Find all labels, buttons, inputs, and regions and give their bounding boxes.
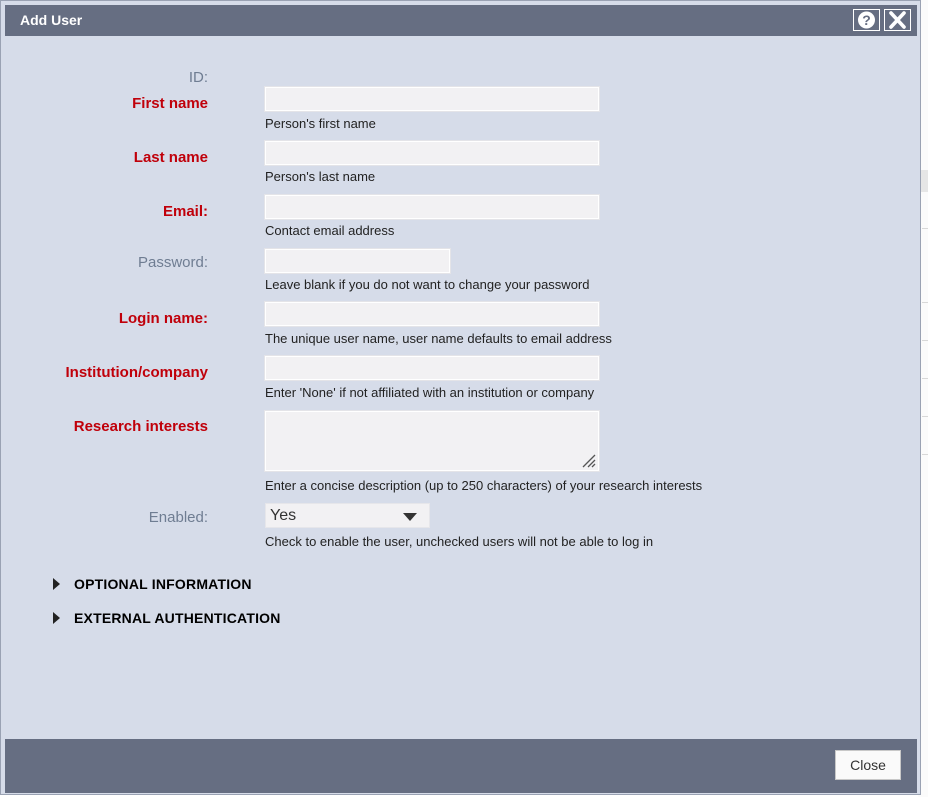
close-icon	[885, 10, 910, 30]
dialog-title: Add User	[20, 12, 83, 28]
enabled-select[interactable]	[265, 503, 430, 528]
optional-information-label: OPTIONAL INFORMATION	[74, 576, 252, 592]
research-interests-textarea[interactable]	[265, 411, 599, 471]
login-name-help: The unique user name, user name defaults to email address	[265, 331, 612, 346]
last-name-help: Person's last name	[265, 169, 376, 184]
password-help: Leave blank if you do not want to change your password	[265, 277, 590, 292]
last-name-label: Last name	[133, 149, 208, 166]
background-divider	[922, 416, 928, 417]
research-interests-help: Enter a concise description (up to 250 characters) of your research interests	[265, 478, 703, 493]
background-divider	[922, 302, 928, 303]
password-label: Password:	[137, 254, 208, 271]
last-name-input[interactable]	[265, 141, 599, 165]
login-name-label: Login name:	[118, 310, 208, 327]
external-authentication-label: EXTERNAL AUTHENTICATION	[74, 610, 281, 626]
email-label: Email:	[162, 203, 208, 220]
background-divider	[922, 378, 928, 379]
resize-grip-icon[interactable]	[579, 451, 597, 469]
background-divider	[922, 454, 928, 455]
email-help: Contact email address	[265, 223, 395, 238]
chevron-down-icon	[403, 513, 417, 521]
dialog-footer	[5, 739, 917, 793]
help-icon	[854, 10, 879, 30]
research-interests-label: Research interests	[73, 418, 208, 435]
first-name-help: Person's first name	[265, 116, 376, 131]
email-input[interactable]	[265, 195, 599, 219]
background-divider	[922, 228, 928, 229]
expand-triangle-icon	[53, 578, 60, 590]
close-button-x[interactable]	[884, 9, 911, 31]
help-button[interactable]	[853, 9, 880, 31]
enabled-select-value: Yes	[270, 507, 297, 524]
svg-text:?: ?	[862, 12, 871, 28]
expand-triangle-icon	[53, 612, 60, 624]
enabled-help: Check to enable the user, unchecked users will not be able to log in	[265, 534, 654, 549]
institution-input[interactable]	[265, 356, 599, 380]
first-name-input[interactable]	[265, 87, 599, 111]
id-label: ID:	[188, 69, 208, 86]
institution-label: Institution/company	[65, 364, 208, 381]
dialog-titlebar[interactable]	[5, 5, 917, 36]
background-divider	[922, 340, 928, 341]
password-input[interactable]	[265, 249, 450, 273]
institution-help: Enter 'None' if not affiliated with an institution or company	[265, 385, 595, 400]
enabled-label: Enabled:	[148, 509, 208, 526]
first-name-label: First name	[132, 95, 208, 112]
close-button[interactable]: Close	[835, 750, 901, 780]
login-name-input[interactable]	[265, 302, 599, 326]
